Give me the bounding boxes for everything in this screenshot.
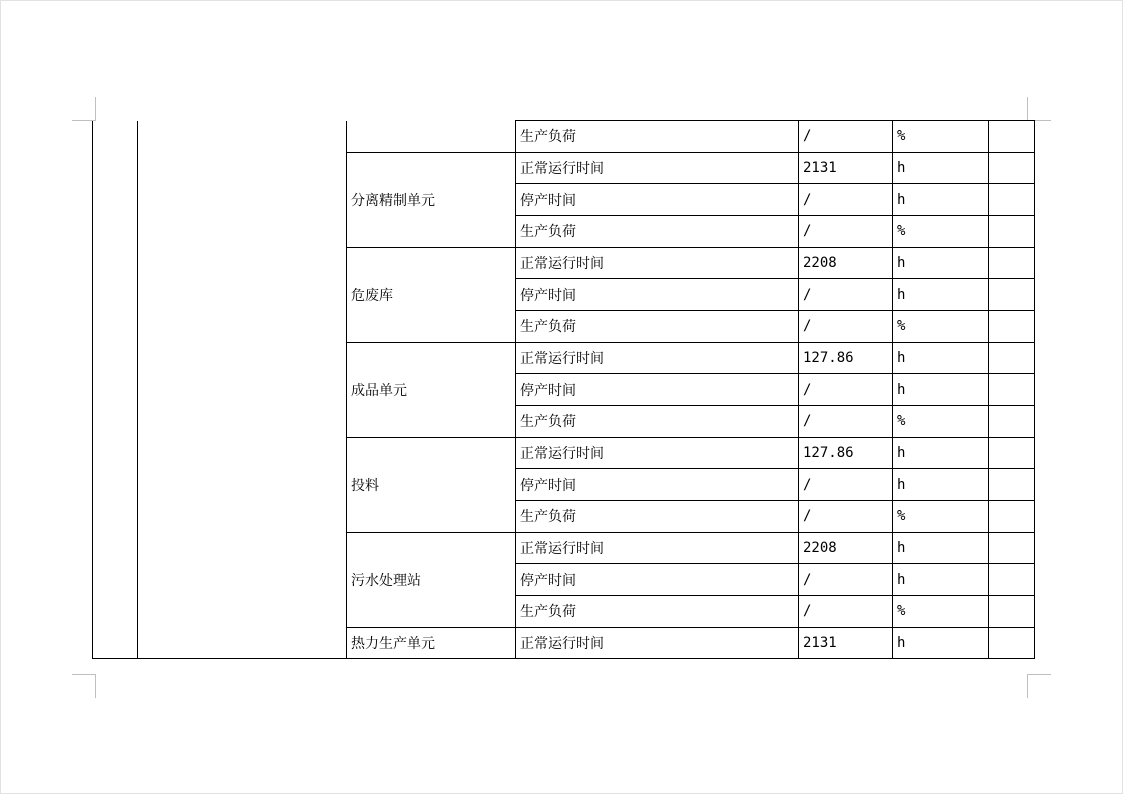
measure-cell: h [893, 437, 989, 469]
value-cell: / [799, 310, 893, 342]
value-cell: / [799, 279, 893, 311]
value-cell: / [799, 595, 893, 627]
unit-cell [347, 121, 516, 153]
measure-cell: h [893, 469, 989, 501]
measure-cell: % [893, 121, 989, 153]
indicator-cell: 正常运行时间 [516, 152, 799, 184]
indicator-cell: 停产时间 [516, 564, 799, 596]
measure-cell: h [893, 247, 989, 279]
indicator-cell: 正常运行时间 [516, 247, 799, 279]
remark-cell [989, 121, 1035, 153]
indicator-cell: 正常运行时间 [516, 532, 799, 564]
blank-cell-category [93, 121, 138, 659]
remark-cell [989, 279, 1035, 311]
operation-time-table [92, 120, 1035, 659]
unit-cell: 热力生产单元 [347, 627, 516, 659]
crop-mark-bottom-left-v [95, 674, 96, 698]
table-row [93, 121, 1035, 153]
measure-cell: h [893, 279, 989, 311]
value-cell: / [799, 500, 893, 532]
measure-cell: h [893, 564, 989, 596]
value-cell: / [799, 374, 893, 406]
indicator-cell: 正常运行时间 [516, 342, 799, 374]
measure-cell: h [893, 152, 989, 184]
remark-cell [989, 595, 1035, 627]
crop-mark-bottom-right-v [1027, 674, 1028, 698]
value-cell: / [799, 469, 893, 501]
value-cell: / [799, 184, 893, 216]
remark-cell [989, 469, 1035, 501]
value-cell: / [799, 215, 893, 247]
value-cell: 2131 [799, 152, 893, 184]
value-cell: 127.86 [799, 342, 893, 374]
unit-cell: 成品单元 [347, 342, 516, 437]
measure-cell: h [893, 184, 989, 216]
remark-cell [989, 310, 1035, 342]
remark-cell [989, 342, 1035, 374]
blank-cell-subcategory [138, 121, 347, 659]
measure-cell: h [893, 374, 989, 406]
value-cell: / [799, 405, 893, 437]
unit-cell: 危废库 [347, 247, 516, 342]
indicator-cell: 正常运行时间 [516, 437, 799, 469]
value-cell: 127.86 [799, 437, 893, 469]
indicator-cell: 正常运行时间 [516, 627, 799, 659]
crop-mark-top-right-v [1027, 97, 1028, 121]
indicator-cell: 生产负荷 [516, 405, 799, 437]
indicator-cell: 生产负荷 [516, 215, 799, 247]
value-cell: 2131 [799, 627, 893, 659]
crop-mark-bottom-right-h [1027, 674, 1051, 675]
unit-cell: 投料 [347, 437, 516, 532]
measure-cell: % [893, 405, 989, 437]
indicator-cell: 停产时间 [516, 469, 799, 501]
value-cell: 2208 [799, 532, 893, 564]
remark-cell [989, 405, 1035, 437]
crop-mark-bottom-left-h [72, 674, 96, 675]
measure-cell: % [893, 595, 989, 627]
measure-cell: h [893, 532, 989, 564]
remark-cell [989, 374, 1035, 406]
unit-cell: 污水处理站 [347, 532, 516, 627]
indicator-cell: 停产时间 [516, 279, 799, 311]
indicator-cell: 停产时间 [516, 374, 799, 406]
remark-cell [989, 500, 1035, 532]
measure-cell: h [893, 627, 989, 659]
indicator-cell: 生产负荷 [516, 595, 799, 627]
measure-cell: % [893, 500, 989, 532]
measure-cell: % [893, 310, 989, 342]
remark-cell [989, 564, 1035, 596]
measure-cell: % [893, 215, 989, 247]
value-cell: 2208 [799, 247, 893, 279]
remark-cell [989, 247, 1035, 279]
remark-cell [989, 184, 1035, 216]
remark-cell [989, 152, 1035, 184]
remark-cell [989, 437, 1035, 469]
value-cell: / [799, 564, 893, 596]
indicator-cell: 生产负荷 [516, 500, 799, 532]
indicator-cell: 生产负荷 [516, 310, 799, 342]
remark-cell [989, 215, 1035, 247]
crop-mark-top-left-v [95, 97, 96, 121]
remark-cell [989, 532, 1035, 564]
remark-cell [989, 627, 1035, 659]
indicator-cell: 生产负荷 [516, 121, 799, 153]
indicator-cell: 停产时间 [516, 184, 799, 216]
unit-cell: 分离精制单元 [347, 152, 516, 247]
measure-cell: h [893, 342, 989, 374]
value-cell: / [799, 121, 893, 153]
